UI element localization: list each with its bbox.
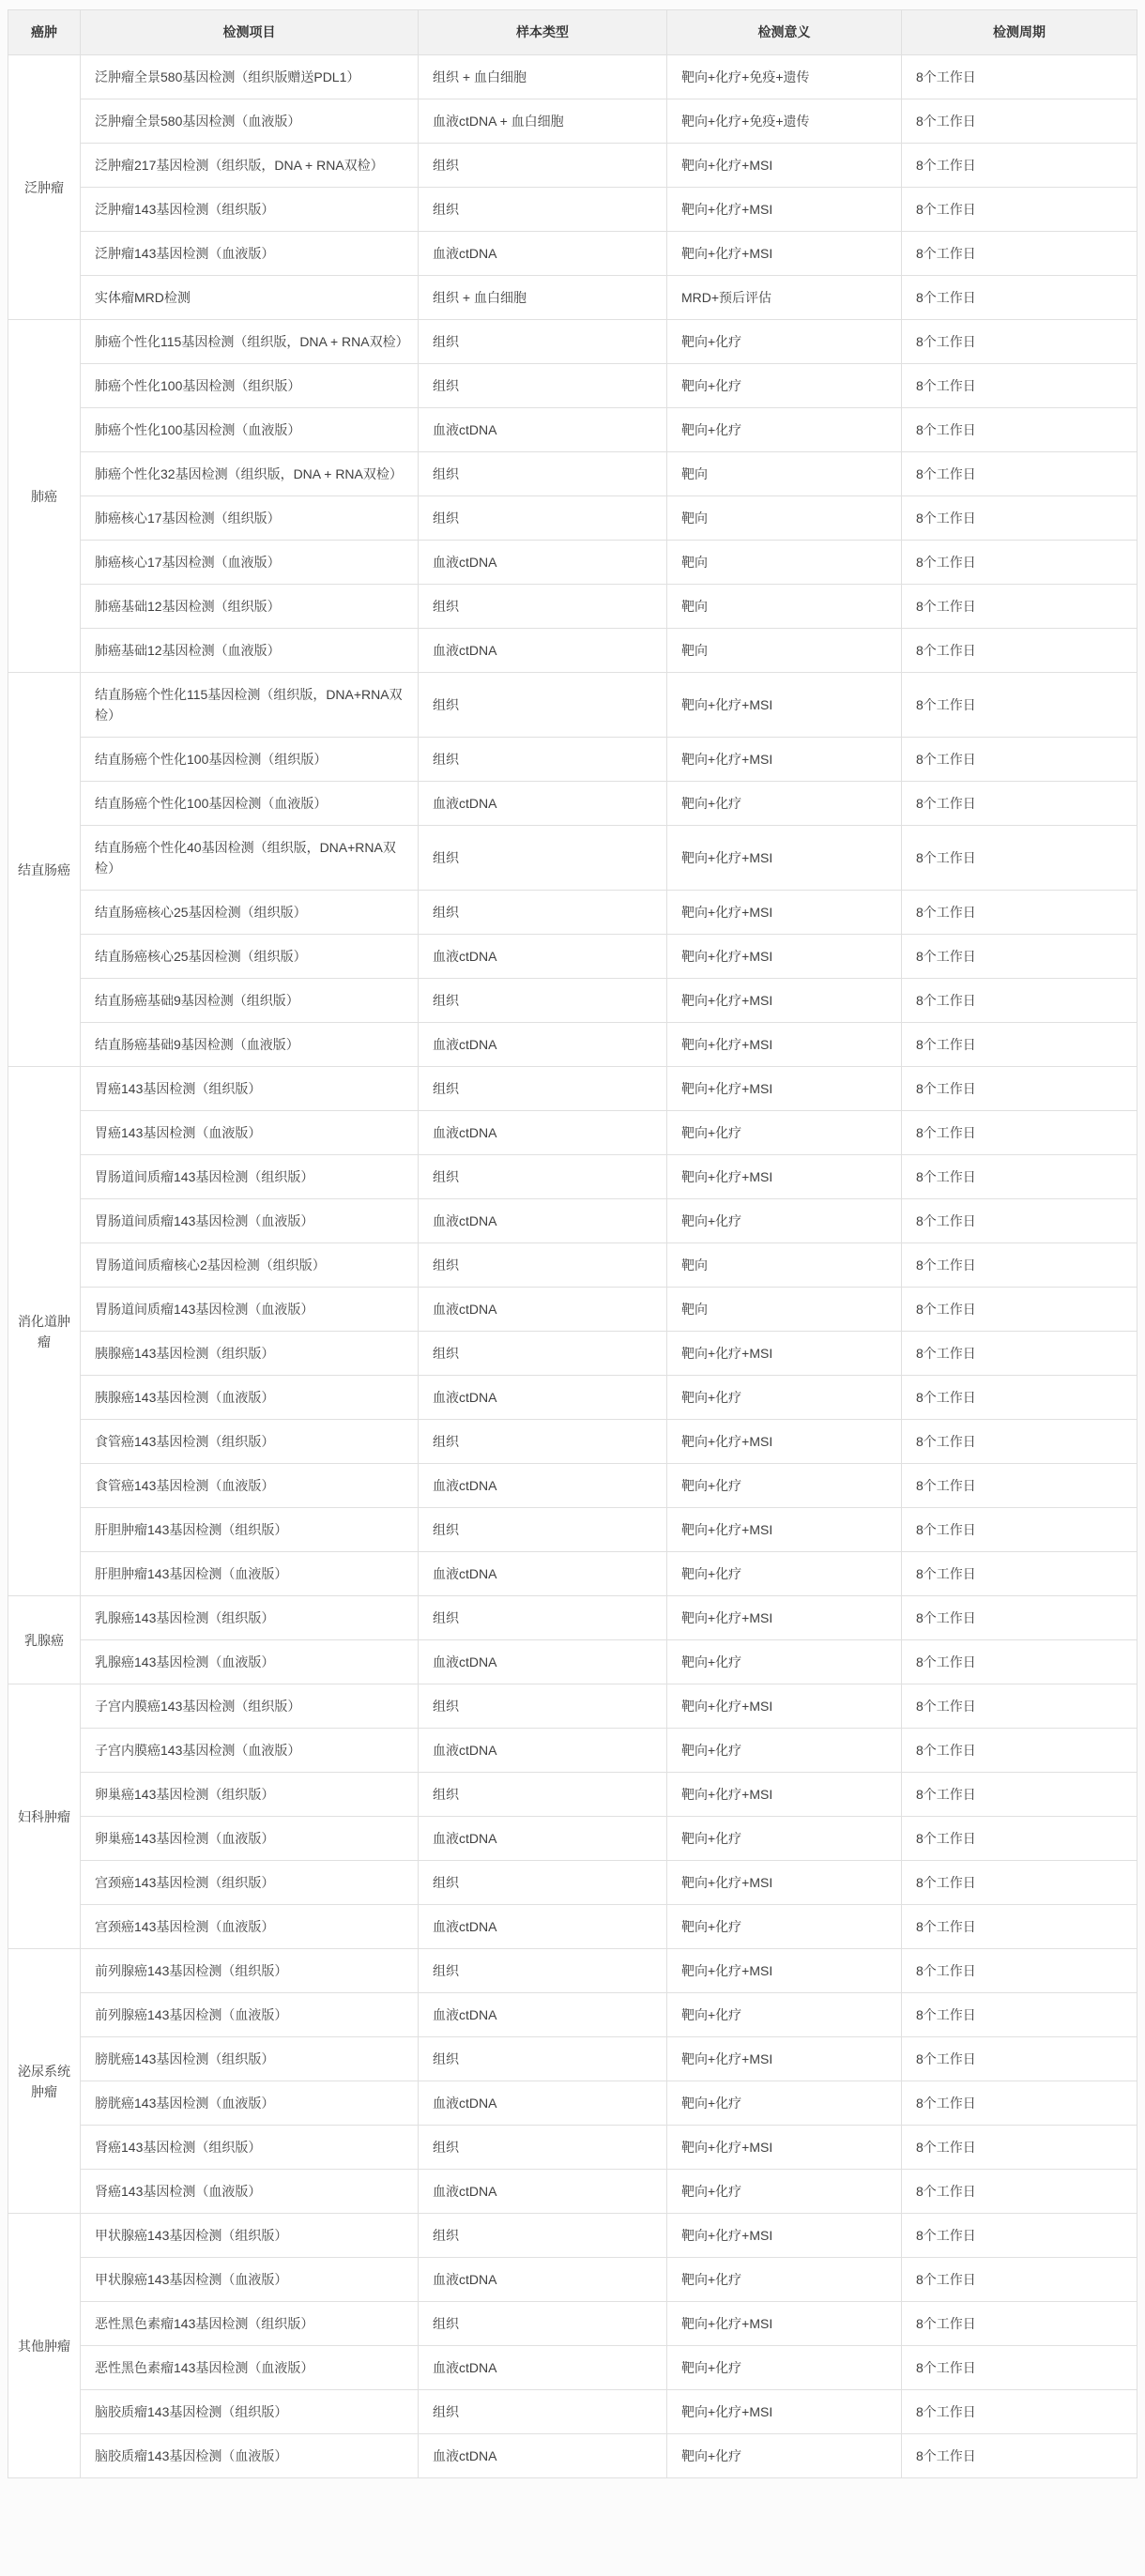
- table-row: [8, 2258, 1137, 2302]
- test-item-cell: 乳腺癌143基因检测（血液版）: [81, 1640, 419, 1684]
- test-item-cell: 甲状腺癌143基因检测（组织版）: [81, 2214, 419, 2258]
- sample-type-cell: 血液ctDNA: [419, 1993, 667, 2037]
- sample-type-cell: 血液ctDNA: [419, 1111, 667, 1155]
- table-row: [8, 1508, 1137, 1552]
- table-row: [8, 1464, 1137, 1508]
- table-row: [8, 2214, 1137, 2258]
- sample-type-cell: 血液ctDNA: [419, 1905, 667, 1949]
- sample-type-cell: 组织: [419, 1332, 667, 1376]
- table-row: [8, 935, 1137, 979]
- gene-test-table: [8, 9, 1137, 2478]
- table-row: [8, 1155, 1137, 1199]
- header-test-significance: 检测意义: [667, 10, 902, 55]
- significance-cell: 靶向+化疗+MSI: [667, 673, 902, 738]
- significance-cell: 靶向+化疗+MSI: [667, 188, 902, 232]
- significance-cell: 靶向+化疗: [667, 2258, 902, 2302]
- table-row: [8, 1861, 1137, 1905]
- period-cell: 8个工作日: [902, 1155, 1137, 1199]
- period-cell: 8个工作日: [902, 276, 1137, 320]
- significance-cell: 靶向+化疗+MSI: [667, 935, 902, 979]
- table-row: [8, 2390, 1137, 2434]
- sample-type-cell: 血液ctDNA: [419, 629, 667, 673]
- period-cell: 8个工作日: [902, 1288, 1137, 1332]
- period-cell: 8个工作日: [902, 673, 1137, 738]
- sample-type-cell: 血液ctDNA: [419, 1288, 667, 1332]
- sample-type-cell: 血液ctDNA: [419, 782, 667, 826]
- table-row: [8, 1993, 1137, 2037]
- sample-type-cell: 血液ctDNA: [419, 1464, 667, 1508]
- test-item-cell: 子宫内膜癌143基因检测（血液版）: [81, 1729, 419, 1773]
- significance-cell: 靶向+化疗+MSI: [667, 1023, 902, 1067]
- header-test-period: 检测周期: [902, 10, 1137, 55]
- table-row: [8, 1067, 1137, 1111]
- table-row: [8, 2081, 1137, 2126]
- test-item-cell: 胃癌143基因检测（组织版）: [81, 1067, 419, 1111]
- cancer-group-cell: 消化道肿瘤: [8, 1067, 81, 1596]
- table-row: [8, 364, 1137, 408]
- significance-cell: 靶向+化疗+MSI: [667, 1773, 902, 1817]
- test-item-cell: 泛肿瘤143基因检测（组织版）: [81, 188, 419, 232]
- period-cell: 8个工作日: [902, 55, 1137, 99]
- sample-type-cell: 组织: [419, 1508, 667, 1552]
- significance-cell: MRD+预后评估: [667, 276, 902, 320]
- period-cell: 8个工作日: [902, 2081, 1137, 2126]
- table-row: [8, 1729, 1137, 1773]
- test-item-cell: 膀胱癌143基因检测（血液版）: [81, 2081, 419, 2126]
- period-cell: 8个工作日: [902, 935, 1137, 979]
- test-item-cell: 食管癌143基因检测（组织版）: [81, 1420, 419, 1464]
- table-row: [8, 1817, 1137, 1861]
- test-item-cell: 结直肠癌个性化115基因检测（组织版，DNA+RNA双检）: [81, 673, 419, 738]
- period-cell: 8个工作日: [902, 1773, 1137, 1817]
- significance-cell: 靶向+化疗: [667, 1640, 902, 1684]
- test-item-cell: 肺癌核心17基因检测（血液版）: [81, 541, 419, 585]
- significance-cell: 靶向+化疗+MSI: [667, 1155, 902, 1199]
- table-row: [8, 408, 1137, 452]
- table-row: [8, 1111, 1137, 1155]
- significance-cell: 靶向+化疗+MSI: [667, 979, 902, 1023]
- sample-type-cell: 组织: [419, 1243, 667, 1288]
- significance-cell: 靶向+化疗+MSI: [667, 2302, 902, 2346]
- table-row: [8, 1023, 1137, 1067]
- sample-type-cell: 血液ctDNA: [419, 1817, 667, 1861]
- sample-type-cell: 组织: [419, 320, 667, 364]
- sample-type-cell: 血液ctDNA + 血白细胞: [419, 99, 667, 144]
- significance-cell: 靶向+化疗+MSI: [667, 1596, 902, 1640]
- table-row: [8, 2302, 1137, 2346]
- sample-type-cell: 血液ctDNA: [419, 1199, 667, 1243]
- period-cell: 8个工作日: [902, 1817, 1137, 1861]
- period-cell: 8个工作日: [902, 144, 1137, 188]
- significance-cell: 靶向+化疗+MSI: [667, 1861, 902, 1905]
- significance-cell: 靶向: [667, 1243, 902, 1288]
- table-row: [8, 1288, 1137, 1332]
- test-item-cell: 结直肠癌基础9基因检测（血液版）: [81, 1023, 419, 1067]
- table-row: [8, 55, 1137, 99]
- sample-type-cell: 组织: [419, 1949, 667, 1993]
- test-item-cell: 胰腺癌143基因检测（组织版）: [81, 1332, 419, 1376]
- sample-type-cell: 组织: [419, 1067, 667, 1111]
- period-cell: 8个工作日: [902, 1596, 1137, 1640]
- period-cell: 8个工作日: [902, 1464, 1137, 1508]
- significance-cell: 靶向+化疗+MSI: [667, 2126, 902, 2170]
- period-cell: 8个工作日: [902, 738, 1137, 782]
- table-row: [8, 2346, 1137, 2390]
- significance-cell: 靶向+化疗: [667, 1376, 902, 1420]
- test-item-cell: 肝胆肿瘤143基因检测（血液版）: [81, 1552, 419, 1596]
- table-row: [8, 99, 1137, 144]
- sample-type-cell: 血液ctDNA: [419, 232, 667, 276]
- period-cell: 8个工作日: [902, 1993, 1137, 2037]
- table-body: [8, 55, 1137, 2478]
- test-item-cell: 肺癌个性化100基因检测（血液版）: [81, 408, 419, 452]
- header-test-item: 检测项目: [81, 10, 419, 55]
- period-cell: 8个工作日: [902, 452, 1137, 496]
- table-row: [8, 585, 1137, 629]
- sample-type-cell: 组织 + 血白细胞: [419, 55, 667, 99]
- table-row: [8, 1552, 1137, 1596]
- period-cell: 8个工作日: [902, 541, 1137, 585]
- header-cancer-type: 癌肿: [8, 10, 81, 55]
- test-item-cell: 恶性黑色素瘤143基因检测（血液版）: [81, 2346, 419, 2390]
- sample-type-cell: 血液ctDNA: [419, 2346, 667, 2390]
- test-item-cell: 泛肿瘤全景580基因检测（血液版）: [81, 99, 419, 144]
- table-row: [8, 826, 1137, 891]
- period-cell: 8个工作日: [902, 979, 1137, 1023]
- test-item-cell: 结直肠癌核心25基因检测（组织版）: [81, 935, 419, 979]
- cancer-group-cell: 结直肠癌: [8, 673, 81, 1067]
- sample-type-cell: 组织: [419, 979, 667, 1023]
- table-row: [8, 1376, 1137, 1420]
- table-row: [8, 541, 1137, 585]
- table-row: [8, 1332, 1137, 1376]
- test-item-cell: 结直肠癌个性化100基因检测（组织版）: [81, 738, 419, 782]
- sample-type-cell: 组织: [419, 738, 667, 782]
- table-row: [8, 188, 1137, 232]
- period-cell: 8个工作日: [902, 1023, 1137, 1067]
- table-row: [8, 738, 1137, 782]
- test-item-cell: 前列腺癌143基因检测（血液版）: [81, 1993, 419, 2037]
- significance-cell: 靶向+化疗+MSI: [667, 1420, 902, 1464]
- significance-cell: 靶向+化疗: [667, 2346, 902, 2390]
- significance-cell: 靶向: [667, 452, 902, 496]
- significance-cell: 靶向+化疗+MSI: [667, 1332, 902, 1376]
- test-item-cell: 宫颈癌143基因检测（血液版）: [81, 1905, 419, 1949]
- table-row: [8, 2126, 1137, 2170]
- period-cell: 8个工作日: [902, 2390, 1137, 2434]
- test-item-cell: 胃癌143基因检测（血液版）: [81, 1111, 419, 1155]
- period-cell: 8个工作日: [902, 408, 1137, 452]
- period-cell: 8个工作日: [902, 2170, 1137, 2214]
- sample-type-cell: 组织: [419, 2214, 667, 2258]
- sample-type-cell: 血液ctDNA: [419, 2170, 667, 2214]
- test-item-cell: 膀胱癌143基因检测（组织版）: [81, 2037, 419, 2081]
- cancer-group-cell: 泛肿瘤: [8, 55, 81, 320]
- significance-cell: 靶向+化疗: [667, 2170, 902, 2214]
- table-row: [8, 496, 1137, 541]
- significance-cell: 靶向+化疗: [667, 1993, 902, 2037]
- table-row: [8, 782, 1137, 826]
- table-row: [8, 2434, 1137, 2478]
- period-cell: 8个工作日: [902, 1508, 1137, 1552]
- significance-cell: 靶向+化疗+MSI: [667, 1508, 902, 1552]
- sample-type-cell: 组织: [419, 2126, 667, 2170]
- significance-cell: 靶向: [667, 496, 902, 541]
- test-item-cell: 泛肿瘤全景580基因检测（组织版赠送PDL1）: [81, 55, 419, 99]
- sample-type-cell: 组织: [419, 1420, 667, 1464]
- significance-cell: 靶向+化疗+MSI: [667, 2037, 902, 2081]
- table-row: [8, 2037, 1137, 2081]
- sample-type-cell: 血液ctDNA: [419, 541, 667, 585]
- table-row: [8, 232, 1137, 276]
- table-row: [8, 1596, 1137, 1640]
- period-cell: 8个工作日: [902, 2214, 1137, 2258]
- significance-cell: 靶向+化疗: [667, 2081, 902, 2126]
- sample-type-cell: 组织: [419, 364, 667, 408]
- sample-type-cell: 组织: [419, 2390, 667, 2434]
- sample-type-cell: 组织: [419, 1861, 667, 1905]
- test-item-cell: 泛肿瘤143基因检测（血液版）: [81, 232, 419, 276]
- table-row: [8, 1949, 1137, 1993]
- significance-cell: 靶向+化疗+MSI: [667, 1949, 902, 1993]
- significance-cell: 靶向: [667, 629, 902, 673]
- sample-type-cell: 组织: [419, 1155, 667, 1199]
- test-item-cell: 脑胶质瘤143基因检测（血液版）: [81, 2434, 419, 2478]
- period-cell: 8个工作日: [902, 1552, 1137, 1596]
- period-cell: 8个工作日: [902, 1067, 1137, 1111]
- test-item-cell: 食管癌143基因检测（血液版）: [81, 1464, 419, 1508]
- period-cell: 8个工作日: [902, 891, 1137, 935]
- cancer-group-cell: 肺癌: [8, 320, 81, 673]
- period-cell: 8个工作日: [902, 782, 1137, 826]
- test-item-cell: 宫颈癌143基因检测（组织版）: [81, 1861, 419, 1905]
- significance-cell: 靶向+化疗: [667, 782, 902, 826]
- sample-type-cell: 血液ctDNA: [419, 1729, 667, 1773]
- period-cell: 8个工作日: [902, 1243, 1137, 1288]
- header-sample-type: 样本类型: [419, 10, 667, 55]
- test-item-cell: 恶性黑色素瘤143基因检测（组织版）: [81, 2302, 419, 2346]
- significance-cell: 靶向+化疗+MSI: [667, 738, 902, 782]
- significance-cell: 靶向+化疗+MSI: [667, 826, 902, 891]
- period-cell: 8个工作日: [902, 1376, 1137, 1420]
- period-cell: 8个工作日: [902, 1905, 1137, 1949]
- sample-type-cell: 组织: [419, 2302, 667, 2346]
- period-cell: 8个工作日: [902, 2258, 1137, 2302]
- test-item-cell: 肺癌个性化115基因检测（组织版，DNA + RNA双检）: [81, 320, 419, 364]
- significance-cell: 靶向+化疗: [667, 1729, 902, 1773]
- period-cell: 8个工作日: [902, 364, 1137, 408]
- significance-cell: 靶向+化疗+MSI: [667, 2390, 902, 2434]
- cancer-group-cell: 泌尿系统肿瘤: [8, 1949, 81, 2214]
- sample-type-cell: 组织: [419, 585, 667, 629]
- period-cell: 8个工作日: [902, 1949, 1137, 1993]
- sample-type-cell: 组织: [419, 452, 667, 496]
- table-row: [8, 1243, 1137, 1288]
- test-item-cell: 前列腺癌143基因检测（组织版）: [81, 1949, 419, 1993]
- test-item-cell: 肾癌143基因检测（组织版）: [81, 2126, 419, 2170]
- period-cell: 8个工作日: [902, 1684, 1137, 1729]
- table-row: [8, 891, 1137, 935]
- test-item-cell: 结直肠癌个性化100基因检测（血液版）: [81, 782, 419, 826]
- sample-type-cell: 组织: [419, 1596, 667, 1640]
- sample-type-cell: 血液ctDNA: [419, 1640, 667, 1684]
- sample-type-cell: 组织: [419, 1684, 667, 1729]
- period-cell: 8个工作日: [902, 1332, 1137, 1376]
- period-cell: 8个工作日: [902, 232, 1137, 276]
- period-cell: 8个工作日: [902, 1420, 1137, 1464]
- table-header: [8, 10, 1137, 55]
- significance-cell: 靶向+化疗: [667, 1552, 902, 1596]
- period-cell: 8个工作日: [902, 1861, 1137, 1905]
- table-row: [8, 1420, 1137, 1464]
- significance-cell: 靶向+化疗+MSI: [667, 232, 902, 276]
- period-cell: 8个工作日: [902, 188, 1137, 232]
- period-cell: 8个工作日: [902, 1640, 1137, 1684]
- table-row: [8, 276, 1137, 320]
- significance-cell: 靶向+化疗: [667, 1199, 902, 1243]
- period-cell: 8个工作日: [902, 585, 1137, 629]
- cancer-group-cell: 其他肿瘤: [8, 2214, 81, 2478]
- test-item-cell: 肺癌基础12基因检测（血液版）: [81, 629, 419, 673]
- table-row: [8, 144, 1137, 188]
- significance-cell: 靶向+化疗: [667, 320, 902, 364]
- significance-cell: 靶向+化疗+MSI: [667, 1684, 902, 1729]
- significance-cell: 靶向: [667, 585, 902, 629]
- significance-cell: 靶向+化疗+免疫+遗传: [667, 55, 902, 99]
- table-row: [8, 629, 1137, 673]
- sample-type-cell: 血液ctDNA: [419, 1552, 667, 1596]
- sample-type-cell: 血液ctDNA: [419, 1376, 667, 1420]
- cancer-group-cell: 妇科肿瘤: [8, 1684, 81, 1949]
- test-item-cell: 胃肠道间质瘤核心2基因检测（组织版）: [81, 1243, 419, 1288]
- sample-type-cell: 血液ctDNA: [419, 408, 667, 452]
- period-cell: 8个工作日: [902, 2037, 1137, 2081]
- table-row: [8, 1640, 1137, 1684]
- significance-cell: 靶向+化疗+免疫+遗传: [667, 99, 902, 144]
- test-item-cell: 胃肠道间质瘤143基因检测（血液版）: [81, 1288, 419, 1332]
- sample-type-cell: 组织: [419, 188, 667, 232]
- significance-cell: 靶向+化疗+MSI: [667, 144, 902, 188]
- significance-cell: 靶向: [667, 541, 902, 585]
- period-cell: 8个工作日: [902, 1111, 1137, 1155]
- sample-type-cell: 血液ctDNA: [419, 2081, 667, 2126]
- table-row: [8, 452, 1137, 496]
- sample-type-cell: 组织: [419, 673, 667, 738]
- sample-type-cell: 血液ctDNA: [419, 935, 667, 979]
- significance-cell: 靶向+化疗: [667, 1905, 902, 1949]
- significance-cell: 靶向+化疗: [667, 364, 902, 408]
- table-row: [8, 320, 1137, 364]
- sample-type-cell: 血液ctDNA: [419, 1023, 667, 1067]
- significance-cell: 靶向+化疗+MSI: [667, 1067, 902, 1111]
- test-item-cell: 结直肠癌基础9基因检测（组织版）: [81, 979, 419, 1023]
- cancer-group-cell: 乳腺癌: [8, 1596, 81, 1684]
- test-item-cell: 甲状腺癌143基因检测（血液版）: [81, 2258, 419, 2302]
- significance-cell: 靶向: [667, 1288, 902, 1332]
- table-row: [8, 1905, 1137, 1949]
- test-item-cell: 肺癌核心17基因检测（组织版）: [81, 496, 419, 541]
- period-cell: 8个工作日: [902, 1199, 1137, 1243]
- sample-type-cell: 组织: [419, 496, 667, 541]
- period-cell: 8个工作日: [902, 99, 1137, 144]
- table-row: [8, 1773, 1137, 1817]
- significance-cell: 靶向+化疗: [667, 1111, 902, 1155]
- sample-type-cell: 血液ctDNA: [419, 2434, 667, 2478]
- table-row: [8, 1199, 1137, 1243]
- test-item-cell: 肾癌143基因检测（血液版）: [81, 2170, 419, 2214]
- period-cell: 8个工作日: [902, 1729, 1137, 1773]
- header-row: [8, 10, 1137, 55]
- period-cell: 8个工作日: [902, 826, 1137, 891]
- table-row: [8, 979, 1137, 1023]
- period-cell: 8个工作日: [902, 2434, 1137, 2478]
- test-item-cell: 肺癌个性化32基因检测（组织版，DNA + RNA双检）: [81, 452, 419, 496]
- test-item-cell: 胃肠道间质瘤143基因检测（血液版）: [81, 1199, 419, 1243]
- test-item-cell: 结直肠癌个性化40基因检测（组织版，DNA+RNA双检）: [81, 826, 419, 891]
- period-cell: 8个工作日: [902, 629, 1137, 673]
- significance-cell: 靶向+化疗: [667, 1817, 902, 1861]
- test-item-cell: 卵巢癌143基因检测（组织版）: [81, 1773, 419, 1817]
- significance-cell: 靶向+化疗+MSI: [667, 891, 902, 935]
- test-item-cell: 泛肿瘤217基因检测（组织版，DNA + RNA双检）: [81, 144, 419, 188]
- table-row: [8, 2170, 1137, 2214]
- test-item-cell: 结直肠癌核心25基因检测（组织版）: [81, 891, 419, 935]
- significance-cell: 靶向+化疗: [667, 408, 902, 452]
- table-row: [8, 1684, 1137, 1729]
- period-cell: 8个工作日: [902, 320, 1137, 364]
- sample-type-cell: 血液ctDNA: [419, 2258, 667, 2302]
- significance-cell: 靶向+化疗+MSI: [667, 2214, 902, 2258]
- significance-cell: 靶向+化疗: [667, 2434, 902, 2478]
- test-item-cell: 实体瘤MRD检测: [81, 276, 419, 320]
- test-item-cell: 卵巢癌143基因检测（血液版）: [81, 1817, 419, 1861]
- sample-type-cell: 组织: [419, 826, 667, 891]
- sample-type-cell: 组织: [419, 2037, 667, 2081]
- sample-type-cell: 组织: [419, 1773, 667, 1817]
- table-row: [8, 673, 1137, 738]
- test-item-cell: 胃肠道间质瘤143基因检测（组织版）: [81, 1155, 419, 1199]
- test-item-cell: 肺癌基础12基因检测（组织版）: [81, 585, 419, 629]
- test-item-cell: 乳腺癌143基因检测（组织版）: [81, 1596, 419, 1640]
- significance-cell: 靶向+化疗: [667, 1464, 902, 1508]
- period-cell: 8个工作日: [902, 2346, 1137, 2390]
- period-cell: 8个工作日: [902, 2126, 1137, 2170]
- sample-type-cell: 组织 + 血白细胞: [419, 276, 667, 320]
- test-item-cell: 子宫内膜癌143基因检测（组织版）: [81, 1684, 419, 1729]
- test-item-cell: 脑胶质瘤143基因检测（组织版）: [81, 2390, 419, 2434]
- period-cell: 8个工作日: [902, 496, 1137, 541]
- sample-type-cell: 组织: [419, 144, 667, 188]
- period-cell: 8个工作日: [902, 2302, 1137, 2346]
- test-item-cell: 肺癌个性化100基因检测（组织版）: [81, 364, 419, 408]
- sample-type-cell: 组织: [419, 891, 667, 935]
- test-item-cell: 胰腺癌143基因检测（血液版）: [81, 1376, 419, 1420]
- test-item-cell: 肝胆肿瘤143基因检测（组织版）: [81, 1508, 419, 1552]
